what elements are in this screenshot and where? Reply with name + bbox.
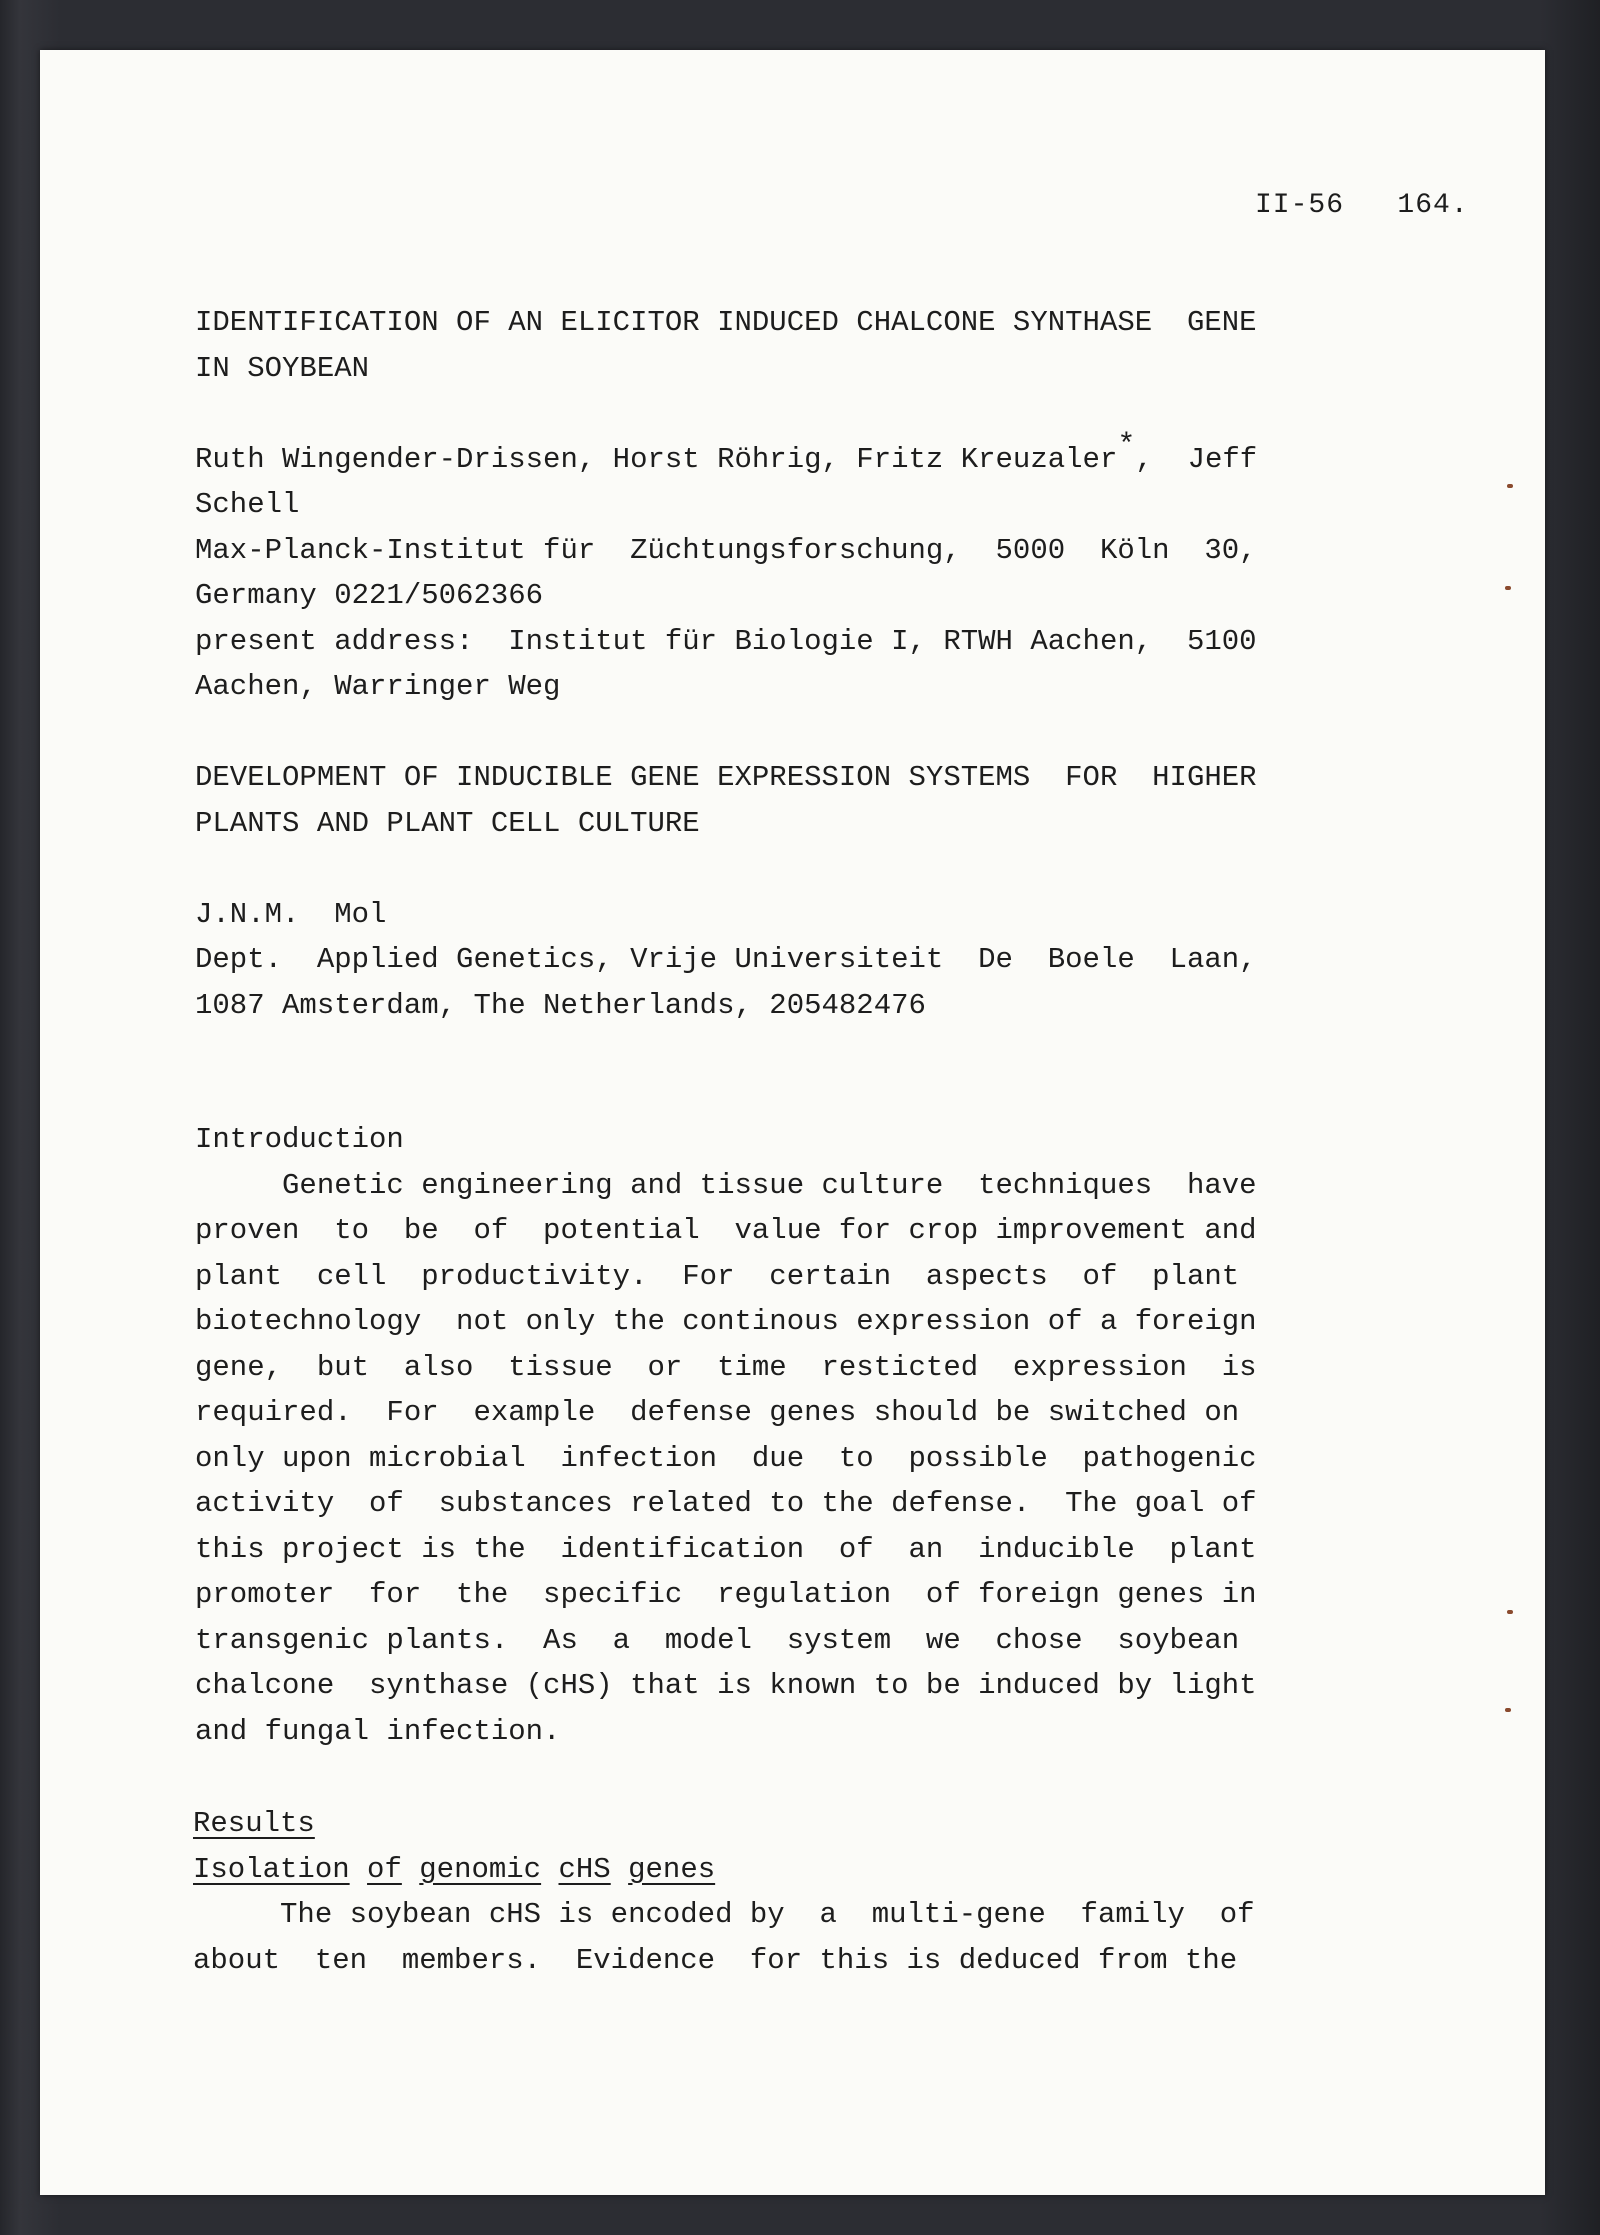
- paper1-title-line1: IDENTIFICATION OF AN ELICITOR INDUCED CHALCONE SYNTHASE GENE: [195, 306, 1257, 339]
- results-line: about ten members. Evidence for this is deduced from the: [193, 1943, 1238, 1977]
- paper1-present-address-line1: present address: Institut für Biologie I, RTWH Aachen, 5100: [195, 624, 1257, 658]
- corresponding-author-star: *: [1117, 428, 1136, 463]
- introduction-line: required. For example defense genes should be switched on: [195, 1396, 1240, 1429]
- paper2-title-line2: PLANTS AND PLANT CELL CULTURE: [195, 806, 700, 840]
- introduction-line: plant cell productivity. For certain aspects of plant: [195, 1259, 1240, 1293]
- results-heading: Results: [193, 1807, 315, 1840]
- introduction-line: chalcone synthase (cHS) that is known to be induced by light: [195, 1669, 1257, 1702]
- authors-names: Ruth Wingender-Drissen, Horst Röhrig, Fritz Kreuzaler: [195, 442, 1118, 476]
- introduction-line: activity of substances related to the defense. The goal of: [195, 1487, 1257, 1520]
- introduction-line: this project is the identification of an inducible plant: [195, 1532, 1257, 1566]
- results-section: [193, 1801, 1255, 1983]
- paper1-affiliation-line2: Germany 0221/5062366: [195, 579, 544, 612]
- paper1-block: [195, 300, 1257, 710]
- margin-speck: [1505, 586, 1511, 590]
- paper2-author: J.N.M. Mol: [195, 897, 387, 931]
- paper1-affiliation-line1: Max-Planck-Institut für Züchtungsforschung, 5000 Köln 30,: [195, 533, 1257, 567]
- introduction-line: biotechnology not only the continous expression of a foreign: [195, 1305, 1257, 1338]
- results-line: The soybean cHS is encoded by a multi-gene family of: [193, 1898, 1255, 1931]
- authors-line-end: , Jeff: [1135, 442, 1258, 476]
- introduction-line: proven to be of potential value for crop improvement and: [195, 1214, 1257, 1247]
- paper1-authors-line1: [195, 428, 1258, 483]
- introduction-line: promoter for the specific regulation of foreign genes in: [195, 1578, 1257, 1611]
- margin-speck: [1507, 1610, 1513, 1614]
- results-subheading: [193, 1847, 1255, 1893]
- introduction-line: transgenic plants. As a model system we chose soybean: [195, 1623, 1240, 1657]
- paper1-authors-line2: Schell: [195, 488, 300, 521]
- subheading-word: Isolation: [193, 1852, 350, 1886]
- paper1-title-line2: IN SOYBEAN: [195, 351, 370, 385]
- introduction-line: and fungal infection.: [195, 1714, 561, 1748]
- introduction-line: Genetic engineering and tissue culture techniques have: [195, 1168, 1257, 1202]
- paper2-affiliation-line1: Dept. Applied Genetics, Vrije Universiteit De Boele Laan,: [195, 943, 1257, 976]
- subheading-word: cHS: [558, 1852, 611, 1886]
- subheading-word: genes: [628, 1852, 716, 1886]
- introduction-line: gene, but also tissue or time resticted expression is: [195, 1350, 1257, 1384]
- paper2-affiliation-line2: 1087 Amsterdam, The Netherlands, 205482476: [195, 988, 926, 1022]
- subheading-word: of: [367, 1852, 402, 1886]
- subheading-word: genomic: [419, 1852, 542, 1886]
- introduction-line: only upon microbial infection due to possible pathogenic: [195, 1441, 1257, 1475]
- paper2-block: [195, 755, 1257, 1028]
- introduction-heading: Introduction: [195, 1123, 404, 1156]
- paper1-present-address-line2: Aachen, Warringer Weg: [195, 670, 561, 703]
- introduction-section: [195, 1117, 1257, 1754]
- margin-speck: [1505, 1708, 1511, 1712]
- page-number: II-56 164.: [1255, 190, 1469, 221]
- paper2-title-line1: DEVELOPMENT OF INDUCIBLE GENE EXPRESSION SYSTEMS FOR HIGHER: [195, 761, 1257, 794]
- margin-speck: [1507, 484, 1513, 488]
